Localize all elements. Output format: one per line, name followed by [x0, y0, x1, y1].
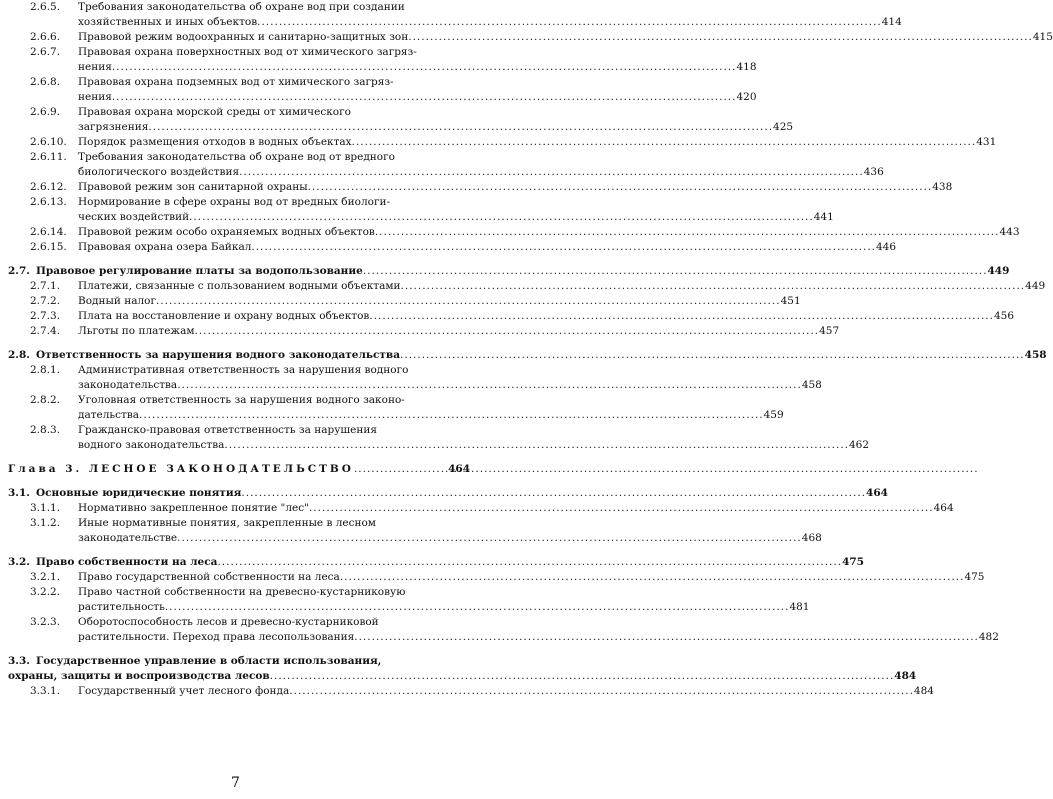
entry-title: Государственный учет лесного фонда: [78, 685, 290, 697]
page-ref: 462: [849, 439, 870, 451]
dot-leader: [217, 555, 842, 570]
toc-section-entry[interactable]: [8, 654, 917, 684]
page-number: 7: [231, 775, 240, 791]
toc-subsection-entry[interactable]: [8, 75, 757, 105]
toc-subsection-entry[interactable]: [8, 324, 840, 339]
entry-title: Право государственной собственности на леса: [78, 571, 340, 583]
entry-number: 2.6.15.: [30, 241, 67, 253]
entry-last-line: [78, 630, 999, 645]
entry-last-line: [78, 438, 869, 453]
toc-subsection-entry[interactable]: [8, 105, 794, 135]
page-ref: 418: [736, 61, 757, 73]
toc-subsection-entry[interactable]: [8, 135, 997, 150]
toc-section-entry[interactable]: [8, 264, 1010, 279]
entry-title-line: Государственное управление в области использования,: [36, 655, 382, 667]
entry-number: 2.6.13.: [30, 196, 67, 208]
page-ref: 436: [863, 166, 884, 178]
toc-subsection-entry[interactable]: [8, 423, 870, 453]
page-ref: 482: [978, 631, 999, 643]
toc-subsection-entry[interactable]: [8, 279, 1046, 294]
dot-leader: [400, 348, 1025, 363]
toc-subsection-entry[interactable]: [8, 225, 1020, 240]
section-gap: [8, 453, 470, 462]
entry-body: [78, 294, 801, 309]
entry-number: 2.6.7.: [30, 46, 61, 58]
entry-last-line: [78, 90, 757, 105]
entry-body: [78, 75, 757, 105]
entry-number: 2.7.2.: [30, 295, 61, 307]
entry-title: Нормативно закрепленное понятие "лес": [78, 502, 309, 514]
entry-last-line: [78, 225, 1020, 240]
dot-leader: [369, 309, 994, 324]
entry-title-line: Требования законодательства об охране вод при создании: [78, 1, 405, 13]
toc-subsection-entry[interactable]: [8, 501, 954, 516]
entry-last-line: [78, 60, 757, 75]
dot-leader: [375, 225, 1000, 240]
dot-leader: [251, 240, 876, 255]
page-ref: 484: [894, 670, 917, 682]
entry-body: [78, 45, 757, 75]
entry-title-line: Нормирование в сфере охраны вод от вредных биологи-: [78, 196, 390, 208]
entry-last-line: [78, 240, 896, 255]
entry-last-line: [8, 669, 916, 684]
dot-leader: [289, 684, 914, 699]
page-ref: 468: [801, 532, 822, 544]
entry-last-line: [78, 135, 996, 150]
entry-number: 2.6.5.: [30, 1, 61, 13]
entry-title-line: Правовая охрана поверхностных вод от химического загряз-: [78, 46, 417, 58]
entry-number: 2.7.: [8, 265, 30, 277]
entry-last-line: [78, 294, 801, 309]
page-ref: 481: [789, 601, 810, 613]
entry-number: 2.6.11.: [30, 151, 67, 163]
toc-chapter-entry[interactable]: [8, 462, 470, 477]
dot-leader: [401, 279, 1026, 294]
entry-body: [78, 501, 954, 516]
dot-leader: [177, 531, 802, 546]
dot-leader: [195, 324, 820, 339]
entry-title-line: Правовая охрана морской среды от химического: [78, 106, 351, 118]
entry-last-line: [78, 408, 784, 423]
entry-number: 2.6.6.: [30, 31, 61, 43]
entry-title: Правовой режим особо охраняемых водных объектов: [78, 226, 375, 238]
page-ref: 449: [1025, 280, 1046, 292]
entry-title: законодательстве: [78, 532, 178, 544]
dot-leader: [177, 378, 802, 393]
dot-leader: [352, 135, 977, 150]
entry-last-line: [78, 684, 934, 699]
entry-last-line: [78, 279, 1045, 294]
section-gap: [8, 546, 470, 555]
entry-body: [36, 348, 1047, 363]
entry-last-line: [78, 180, 952, 195]
entry-title-line: Оборотоспособность лесов и древесно-кустарниковой: [78, 616, 379, 628]
entry-body: [78, 393, 784, 423]
entry-body: [78, 324, 839, 339]
entry-title: нения: [78, 61, 112, 73]
entry-title: Водный налог: [78, 295, 156, 307]
entry-number: 2.7.4.: [30, 325, 61, 337]
section-gap: [8, 255, 470, 264]
entry-number: 3.2.: [8, 556, 30, 568]
entry-last-line: [78, 309, 1014, 324]
dot-leader: [270, 669, 895, 684]
entry-title: законодательства: [78, 379, 178, 391]
entry-number: 2.8.1.: [30, 364, 61, 376]
entry-last-line: [78, 378, 822, 393]
entry-body: [78, 105, 793, 135]
entry-last-line: [36, 348, 1047, 363]
section-gap: [8, 477, 470, 486]
dot-leader: [340, 570, 965, 585]
section-gap: [8, 645, 470, 654]
entry-number: 2.7.3.: [30, 310, 61, 322]
dot-leader: [309, 501, 934, 516]
page-ref: 414: [881, 16, 902, 28]
page-ref: 441: [813, 211, 834, 223]
dot-leader: [241, 486, 866, 501]
entry-title-line: Уголовная ответственность за нарушения водного законо-: [78, 394, 405, 406]
page-ref: 443: [999, 226, 1020, 238]
entry-title: растительности. Переход права лесопользования: [78, 631, 355, 643]
toc-subsection-entry[interactable]: [8, 0, 902, 30]
toc-section-entry[interactable]: [8, 486, 888, 501]
entry-body: [78, 225, 1020, 240]
entry-title-line: Право частной собственности на древесно-кустарниковую: [78, 586, 406, 598]
entry-last-line: [78, 210, 834, 225]
entry-number: 2.6.8.: [30, 76, 61, 88]
entry-body: [36, 264, 1009, 279]
entry-last-line: [36, 555, 864, 570]
entry-last-line: [36, 486, 888, 501]
entry-body: [78, 516, 822, 546]
dot-leader: [354, 462, 448, 477]
toc-subsection-entry[interactable]: [8, 585, 810, 615]
entry-number: 2.6.9.: [30, 106, 61, 118]
dot-leader: [189, 210, 814, 225]
entry-body: [36, 555, 864, 570]
toc-subsection-entry[interactable]: [8, 516, 822, 546]
entry-number: 3.2.2.: [30, 586, 61, 598]
entry-body: [78, 279, 1045, 294]
dot-leader: [112, 90, 737, 105]
page-ref: 458: [1024, 349, 1047, 361]
entry-body: [78, 150, 884, 180]
entry-title-line: Правовая охрана подземных вод от химического загряз-: [78, 76, 394, 88]
entry-title: Правовая охрана озера Байкал: [78, 241, 252, 253]
page-ref: 457: [819, 325, 840, 337]
toc-subsection-entry[interactable]: [8, 45, 757, 75]
entry-number: 3.2.1.: [30, 571, 61, 583]
page-ref: 449: [987, 265, 1010, 277]
entry-last-line: [78, 324, 839, 339]
dot-leader: [239, 165, 864, 180]
entry-body: [78, 309, 1014, 324]
entry-number: 3.3.: [8, 655, 30, 667]
dot-leader: [156, 294, 781, 309]
toc-subsection-entry[interactable]: [8, 684, 934, 699]
entry-title: ческих воздействий: [78, 211, 190, 223]
entry-body: [78, 423, 869, 453]
entry-body: [78, 195, 834, 225]
chapter-title: Глава 3. ЛЕСНОЕ ЗАКОНОДАТЕЛЬСТВО: [8, 463, 354, 475]
entry-title: Право собственности на леса: [36, 556, 218, 568]
entry-body: [78, 240, 896, 255]
dot-leader: [139, 408, 764, 423]
entry-last-line: [36, 264, 1009, 279]
dot-leader: [257, 15, 882, 30]
entry-body: [78, 684, 934, 699]
dot-leader: [354, 630, 979, 645]
toc-subsection-entry[interactable]: [8, 615, 999, 645]
page-ref: 458: [801, 379, 822, 391]
toc-subsection-entry[interactable]: [8, 570, 985, 585]
entry-body: [78, 30, 1053, 45]
section-gap: [8, 339, 470, 348]
entry-title: Правовое регулирование платы за водопользование: [36, 265, 363, 277]
entry-title: хозяйственных и иных объектов: [78, 16, 258, 28]
dot-leader: [224, 438, 849, 453]
toc-subsection-entry[interactable]: [8, 240, 897, 255]
entry-number: 3.1.: [8, 487, 30, 499]
entry-last-line: [78, 165, 884, 180]
entry-body: [78, 180, 952, 195]
page-ref: 446: [876, 241, 897, 253]
toc-subsection-entry[interactable]: [8, 393, 784, 423]
table-of-contents: [8, 0, 1053, 699]
entry-title: дательства: [78, 409, 139, 421]
dot-leader: [308, 180, 933, 195]
entry-title: Льготы по платежам: [78, 325, 195, 337]
entry-last-line: [78, 570, 984, 585]
dot-leader: [148, 120, 773, 135]
entry-number: 3.3.1.: [30, 685, 61, 697]
entry-title: Основные юридические понятия: [36, 487, 242, 499]
entry-number: 2.7.1.: [30, 280, 61, 292]
page-ref: 456: [993, 310, 1015, 322]
toc-subsection-entry[interactable]: [8, 363, 822, 393]
dot-leader: [408, 30, 1033, 45]
entry-number: 2.6.10.: [30, 136, 67, 148]
entry-number: 2.8.2.: [30, 394, 61, 406]
entry-body: [78, 363, 822, 393]
entry-title: Порядок размещения отходов в водных объектах: [78, 136, 352, 148]
entry-number: 3.1.1.: [30, 502, 61, 514]
entry-number: 2.6.12.: [30, 181, 67, 193]
page-ref: 464: [866, 487, 888, 499]
entry-body: [36, 486, 888, 501]
entry-title: Платежи, связанные с пользованием водными объектами: [78, 280, 401, 292]
entry-title-line: Административная ответственность за нарушения водного: [78, 364, 409, 376]
entry-number: 3.2.3.: [30, 616, 61, 628]
page-ref: 420: [736, 91, 757, 103]
entry-body: [78, 615, 999, 645]
dot-leader: [112, 60, 737, 75]
page-ref: 475: [842, 556, 864, 568]
page-ref: 464: [933, 502, 954, 514]
entry-body: [78, 570, 984, 585]
toc-subsection-entry[interactable]: [8, 195, 834, 225]
page-ref: 425: [773, 121, 794, 133]
entry-body: [78, 0, 902, 30]
toc-subsection-entry[interactable]: [8, 180, 953, 195]
entry-last-line: [78, 120, 793, 135]
entry-number: 2.8.: [8, 349, 30, 361]
toc-subsection-entry[interactable]: [8, 294, 801, 309]
toc-subsection-entry[interactable]: [8, 30, 1053, 45]
entry-title: охраны, защиты и воспроизводства лесов: [8, 670, 270, 682]
entry-title: Ответственность за нарушения водного законодательства: [36, 349, 401, 361]
entry-title-line: Гражданско-правовая ответственность за нарушения: [78, 424, 377, 436]
dot-leader: [165, 600, 790, 615]
entry-number: 3.1.2.: [30, 517, 61, 529]
page-ref: 475: [964, 571, 985, 583]
entry-last-line: [78, 15, 902, 30]
entry-last-line: [78, 501, 954, 516]
entry-title-line: Требования законодательства об охране вод от вредного: [78, 151, 395, 163]
page-ref: 484: [913, 685, 934, 697]
entry-title: загрязнения: [78, 121, 149, 133]
entry-body: [78, 585, 809, 615]
entry-body: [78, 135, 996, 150]
entry-title: биологического воздействия: [78, 166, 240, 178]
page-ref: 459: [763, 409, 784, 421]
page-ref: 415: [1032, 31, 1053, 43]
toc-section-entry[interactable]: [8, 348, 1047, 363]
entry-number: 2.6.14.: [30, 226, 67, 238]
page-ref: 464: [448, 463, 470, 475]
entry-number: 2.8.3.: [30, 424, 61, 436]
entry-last-line: [78, 600, 809, 615]
page-ref: 431: [976, 136, 997, 148]
entry-title: нения: [78, 91, 112, 103]
entry-title: Правовой режим зон санитарной охраны: [78, 181, 308, 193]
entry-title-line: Иные нормативные понятия, закрепленные в лесном: [78, 517, 376, 529]
page-ref: 451: [780, 295, 801, 307]
toc-subsection-entry[interactable]: [8, 150, 884, 180]
entry-title: водного законодательства: [78, 439, 225, 451]
page-ref: 438: [932, 181, 953, 193]
dot-leader: [363, 264, 988, 279]
entry-last-line: [78, 30, 1053, 45]
entry-title: растительность: [78, 601, 165, 613]
entry-last-line: [78, 531, 822, 546]
entry-title: Правовой режим водоохранных и санитарно-защитных зон: [78, 31, 409, 43]
entry-title: Плата на восстановление и охрану водных объектов: [78, 310, 370, 322]
toc-subsection-entry[interactable]: [8, 309, 1015, 324]
toc-section-entry[interactable]: [8, 555, 864, 570]
